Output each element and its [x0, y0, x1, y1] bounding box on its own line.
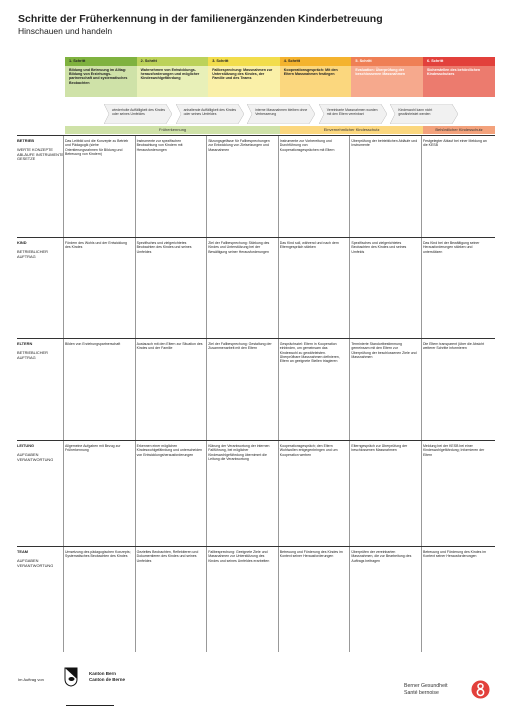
transition-arrow [104, 104, 172, 124]
grid-cell: Austausch mit den Eltern zur Situation des Kindes und der Familie [136, 342, 203, 351]
column-divider [206, 238, 207, 339]
band-2: Einvernehmlicher Kindesschutz [280, 126, 424, 134]
column-divider [135, 547, 136, 652]
row-title: TEAM [17, 549, 29, 554]
berner-gesundheit-logo [471, 680, 490, 699]
grid-cell: Festgelegter Ablauf bei einer Meldung an die KESB [423, 139, 487, 148]
steps-row [65, 57, 495, 97]
arrow-text: Vereinbarte Massnahmen wurden mit den Eltern vereinbart [326, 108, 378, 116]
grid-cell: Ziel der Fallbesprechung: Gestaltung der Zusammenarbeit mit den Eltern [208, 342, 272, 351]
column-divider [135, 136, 136, 238]
step-label: 4. Schritt [280, 57, 352, 66]
grid-cell: Sitzungsgefässe für Fallbesprechungen zur Entwicklung von Zielsetzungen und Massnahmen [208, 139, 270, 152]
column-divider [349, 339, 350, 441]
grid-cell: Das Kind soll, während und nach dem Elterngespräch stärken [279, 241, 339, 250]
step-text: Kooperationsgespräch: Mit den Eltern Massnahmen festlegen [280, 66, 352, 97]
column-divider [135, 441, 136, 547]
step-6 [423, 57, 495, 97]
commissioned-by-label: Im Auftrag von [18, 677, 44, 682]
row-label [17, 241, 65, 259]
grid-cell: Elterngespräch zur Überprüfung der beschlossenen Massnahmen [351, 444, 408, 453]
grid-cell: Instrumente zur spezifischen Beobachtung von Kindern mit Herausforderungen [136, 139, 183, 152]
grid-cell: Allgemeine Aufgaben mit Bezug zur Früherkennung [65, 444, 121, 453]
grid-cell: Terminierte Standortbestimmung gemeinsam mit den Eltern zur Überprüfung der beschlossenen Ziele und Massnahmen [351, 342, 417, 359]
column-divider [63, 339, 64, 441]
grid-cell: Überprüfen der vereinbarten Massnahmen, die zur Bearbeitung des Auftrags beitragen [351, 550, 412, 563]
column-divider [206, 339, 207, 441]
column-divider [421, 238, 422, 339]
grid-row [17, 338, 495, 441]
grid-row [17, 440, 495, 547]
grid-cell: Überprüfung der betrieblichen Abläufe und Instrumente [351, 139, 418, 148]
grid-cell: Spezifisches und zielgerichtetes Beobachten des Kindes und seines Umfelds [351, 241, 407, 254]
step-4 [280, 57, 352, 97]
column-divider [349, 547, 350, 652]
row-label [17, 342, 65, 360]
step-label: 5. Schritt [351, 57, 423, 66]
grid-cell: Fallbesprechung: Geeignete Ziele und Massnahmen zur Unterstützung des Kindes und seines Umfeldes erarbeiten [208, 550, 270, 563]
transition-arrows [65, 104, 495, 124]
band-1: Früherkennung [65, 126, 280, 134]
column-divider [63, 441, 64, 547]
step-label: 2. Schritt [137, 57, 209, 66]
row-subtitle: AUFGABEN VERANTWORTUNG [17, 557, 54, 568]
health-org-name [404, 683, 448, 696]
column-divider [421, 339, 422, 441]
health-org-de: Berner Gesundheit [404, 683, 448, 689]
grid-cell: Kooperationsgespräch; den Eltern Wohlwollen entgegenbringen und um Kooperation werben [279, 444, 338, 457]
row-subtitle: BETRIEBLICHER AUFTRAG [17, 349, 48, 360]
column-divider [349, 441, 350, 547]
step-1 [65, 57, 137, 97]
grid-cell: Das Leitbild und die Konzepte zu Betrieb und Pädagogik (siehe Orientierungsrahmen für Bildung und Betreuung von Kindern) [65, 139, 129, 156]
step-text: Bildung und Betreuung im Alltag: Bildung von Erziehungs-partnerschaft und systematisches Beobachten [65, 66, 137, 97]
column-divider [278, 136, 279, 238]
step-2 [137, 57, 209, 97]
column-divider [63, 547, 64, 652]
grid-cell: Bilden von Erziehungspartnerschaft [65, 342, 121, 346]
row-title: KIND [17, 240, 27, 245]
arrow-text: Kindeswohl kann nicht gewährleistet werden [398, 108, 433, 116]
row-label [17, 550, 65, 568]
canton-name [89, 671, 125, 682]
step-3 [208, 57, 280, 97]
grid-cell: Gezieltes Beobachten, Reflektieren und Dokumentieren des Kindes und seines Umfeldes [136, 550, 199, 563]
column-divider [63, 238, 64, 339]
arrow-text: interne Massnahmen bleiben ohne Verbesserung [255, 108, 308, 116]
grid-cell: Erkennen einer möglichen Kindeswohlgefährdung und unterscheiden von Entwicklungsherausforderungen [136, 444, 202, 457]
canton-bern-logo [64, 667, 78, 687]
column-divider [421, 547, 422, 652]
transition-arrow [390, 104, 458, 124]
row-subtitle: BETRIEBLICHER AUFTRAG [17, 248, 48, 259]
column-divider [278, 441, 279, 547]
column-divider [63, 136, 64, 238]
row-title: BETRIEB [17, 138, 35, 143]
grid-cell: Spezifisches und zielgerichtetes Beobachten des Kindes und seines Umfeldes [136, 241, 192, 254]
transition-arrow [319, 104, 387, 124]
grid-cell: Instrumente zur Vorbereitung und Durchführung von Kooperationsgesprächen mit Eltern [279, 139, 335, 152]
row-label [17, 444, 65, 462]
step-label: 1. Schritt [65, 57, 137, 66]
column-divider [206, 441, 207, 547]
row-title: ELTERN [17, 341, 33, 346]
column-divider [206, 136, 207, 238]
band-3: Behördlicher Kindesschutz [423, 126, 495, 134]
grid-row [17, 546, 495, 652]
health-org-fr: Santé bernoise [404, 689, 439, 696]
arrow-text: wiederholte Auffälligkeit des Kindes oder seines Umfeldes [112, 108, 166, 116]
column-divider [421, 441, 422, 547]
column-divider [135, 339, 136, 441]
column-divider [421, 136, 422, 238]
grid-row [17, 135, 495, 238]
step-text: Wahrnehmen von Entwicklungs-herausforderungen und möglicher Kindeswohlgefährdung [137, 66, 209, 97]
grid-cell: Meldung bei der KESB bei einer Kindeswohlgefährdung; Informieren der Eltern [423, 444, 485, 457]
page-title: Schritte der Früherkennung in der familienergänzenden Kinderbetreuung [18, 13, 383, 25]
column-divider [278, 547, 279, 652]
arrow-text: anhaltende Auffälligkeit des Kindes oder seines Umfeldes [183, 108, 237, 116]
grid-row [17, 237, 495, 339]
grid-cell: Gesprächsziel: Eltern in Kooperation einbinden, um gemeinsam das Kindeswohl zu gewährleisten. Überprüfbare Massnahmen definieren, Eltern an geeignete Stellen triagieren [279, 342, 340, 364]
canton-name-fr: Canton de Berne [89, 676, 126, 682]
grid-cell: Klärung der Verantwortung der internen Fallführung, bei möglicher Kindeswohlgefährdung übernimmt die Leitung die Verantwortung [208, 444, 270, 461]
step-label: 3. Schritt [208, 57, 280, 66]
page-subtitle: Hinschauen und handeln [18, 26, 113, 36]
row-subtitle: WERTE KONZEPTE ABLÄUFE INSTRUMENTE GESETZE [17, 146, 64, 162]
step-5 [351, 57, 423, 97]
column-divider [278, 238, 279, 339]
grid-cell: Das Kind bei der Bewältigung seiner Herausforderungen stärken und unterstützen [423, 241, 480, 254]
step-text: Sicherstellen des behördlichen Kindesschutzes [423, 66, 495, 97]
transition-arrow [247, 104, 315, 124]
grid-cell: Die Eltern transparent (über die Absicht weiterer Schritte informieren [423, 342, 485, 351]
column-divider [278, 339, 279, 441]
column-divider [349, 238, 350, 339]
transition-arrow [176, 104, 244, 124]
grid-cell: Ziel der Fallbesprechung: Stärkung des Kindes und Unterstützung bei der Bewältigung seiner Herausforderungen [208, 241, 270, 254]
canton-name-de: Kanton Bern [89, 671, 116, 676]
column-divider [206, 547, 207, 652]
column-divider [135, 238, 136, 339]
grid-cell: Betreuung und Förderung des Kindes im Kontext seiner Herausforderungen [423, 550, 487, 559]
step-text: Fallbesprechung: Massnahmen zur Unterstützung des Kindes, der Familie und des Teams [208, 66, 280, 97]
footer-rule [66, 705, 114, 706]
column-divider [349, 136, 350, 238]
step-label: 6. Schritt [423, 57, 495, 66]
grid-cell: Betreuung und Förderung des Kindes im Kontext seiner Herausforderungen [279, 550, 343, 559]
row-title: LEITUNG [17, 443, 35, 448]
grid-cell: Umsetzung des pädagogischen Konzepts; Systematisches Beobachten des Kindes [65, 550, 131, 559]
row-label [17, 139, 65, 162]
row-subtitle: AUFGABEN VERANTWORTUNG [17, 451, 54, 462]
step-text: Evaluation: Überprüfung der beschlossenen Massnahmen [351, 66, 423, 97]
grid-cell: Fördern des Wohls und der Entwicklung des Kindes [65, 241, 127, 250]
protection-bands [65, 126, 495, 134]
